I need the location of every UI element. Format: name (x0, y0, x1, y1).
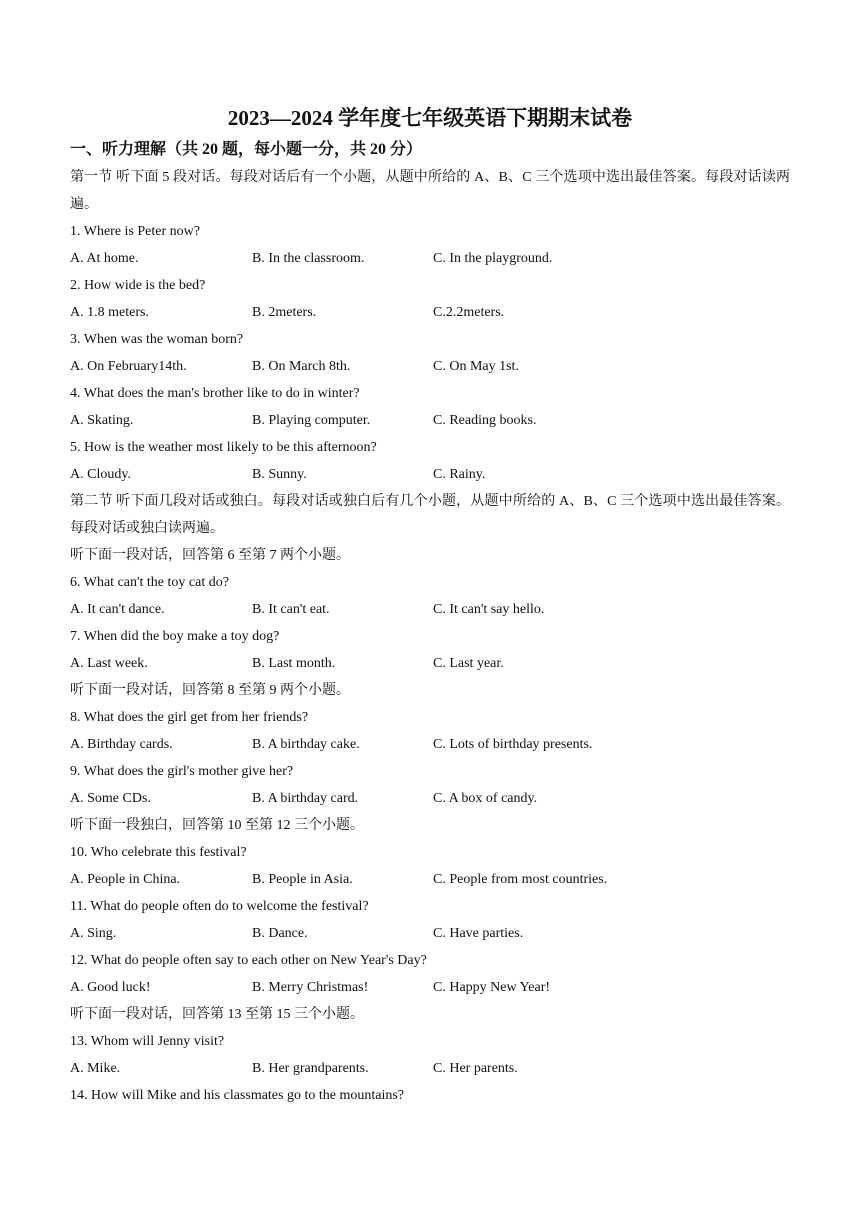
question-11: 11. What do people often do to welcome the festival? (70, 899, 369, 914)
question-4: 4. What does the man's brother like to do in winter? (70, 386, 360, 401)
option-b: B. Her grandparents. (252, 1061, 369, 1076)
option-c: C. In the playground. (433, 251, 553, 266)
option-b: B. On March 8th. (252, 359, 351, 374)
option-c: C. Rainy. (433, 467, 486, 482)
group-instruction-13-15: 听下面一段对话，回答第 13 至第 15 三个小题。 (70, 1007, 364, 1022)
options-5 (70, 461, 790, 488)
question-5: 5. How is the weather most likely to be this afternoon? (70, 440, 377, 455)
options-7 (70, 650, 790, 677)
options-12 (70, 974, 790, 1001)
option-c: C. A box of candy. (433, 791, 538, 806)
question-13: 13. Whom will Jenny visit? (70, 1034, 225, 1049)
options-8 (70, 731, 790, 758)
option-b: B. In the classroom. (252, 251, 365, 266)
option-c: C. Her parents. (433, 1061, 518, 1076)
options-3 (70, 353, 790, 380)
options-4 (70, 407, 790, 434)
option-c: C. Have parties. (433, 926, 524, 941)
option-a: A. Skating. (70, 413, 134, 428)
options-9 (70, 785, 790, 812)
option-c: C. People from most countries. (433, 872, 608, 887)
option-a: A. People in China. (70, 872, 181, 887)
option-a: A. Mike. (70, 1061, 121, 1076)
group-instruction-6-7: 听下面一段对话，回答第 6 至第 7 两个小题。 (70, 548, 350, 563)
option-c: C. Last year. (433, 656, 504, 671)
question-1: 1. Where is Peter now? (70, 224, 200, 239)
option-c: C. On May 1st. (433, 359, 519, 374)
option-a: A. Cloudy. (70, 467, 131, 482)
options-11 (70, 920, 790, 947)
option-c: C.2.2meters. (433, 305, 505, 320)
exam-page (70, 100, 790, 1109)
question-14: 14. How will Mike and his classmates go to the mountains? (70, 1088, 405, 1103)
option-b: B. People in Asia. (252, 872, 353, 887)
option-a: A. Some CDs. (70, 791, 151, 806)
options-10 (70, 866, 790, 893)
option-a: A. Birthday cards. (70, 737, 173, 752)
option-b: B. Sunny. (252, 467, 307, 482)
page-title: 2023—2024 学年度七年级英语下期期末试卷 (227, 106, 633, 130)
options-13 (70, 1055, 790, 1082)
option-b: B. A birthday card. (252, 791, 359, 806)
question-3: 3. When was the woman born? (70, 332, 244, 347)
option-a: A. Sing. (70, 926, 117, 941)
option-b: B. Dance. (252, 926, 308, 941)
option-b: B. A birthday cake. (252, 737, 360, 752)
option-a: A. 1.8 meters. (70, 305, 149, 320)
option-b: B. Playing computer. (252, 413, 371, 428)
options-6 (70, 596, 790, 623)
option-b: B. It can't eat. (252, 602, 330, 617)
option-b: B. Last month. (252, 656, 336, 671)
question-2: 2. How wide is the bed? (70, 278, 206, 293)
option-b: B. 2meters. (252, 305, 317, 320)
question-9: 9. What does the girl's mother give her? (70, 764, 294, 779)
option-a: A. Good luck! (70, 980, 151, 995)
option-a: A. On February14th. (70, 359, 187, 374)
option-b: B. Merry Christmas! (252, 980, 369, 995)
option-a: A. It can't dance. (70, 602, 165, 617)
section2-intro: 第二节 听下面几段对话或独白。每段对话或独白后有几个小题，从题中所给的 A、B、C 三个选项中选出最佳答案。每段对话或独白读两遍。 (70, 494, 790, 536)
group-instruction-8-9: 听下面一段对话，回答第 8 至第 9 两个小题。 (70, 683, 350, 698)
option-c: C. Reading books. (433, 413, 537, 428)
option-c: C. It can't say hello. (433, 602, 545, 617)
part1-heading: 一、听力理解（共 20 题，每小题一分，共 20 分） (70, 141, 423, 158)
option-c: C. Happy New Year! (433, 980, 551, 995)
question-10: 10. Who celebrate this festival? (70, 845, 247, 860)
section1-intro: 第一节 听下面 5 段对话。每段对话后有一个小题，从题中所给的 A、B、C 三个选项中选出最佳答案。每段对话读两遍。 (70, 170, 790, 212)
question-12: 12. What do people often say to each other on New Year's Day? (70, 953, 427, 968)
question-6: 6. What can't the toy cat do? (70, 575, 229, 590)
option-a: A. Last week. (70, 656, 148, 671)
options-1 (70, 245, 790, 272)
question-7: 7. When did the boy make a toy dog? (70, 629, 280, 644)
question-8: 8. What does the girl get from her friends? (70, 710, 309, 725)
options-2 (70, 299, 790, 326)
option-c: C. Lots of birthday presents. (433, 737, 593, 752)
option-a: A. At home. (70, 251, 139, 266)
group-instruction-10-12: 听下面一段独白，回答第 10 至第 12 三个小题。 (70, 818, 364, 833)
